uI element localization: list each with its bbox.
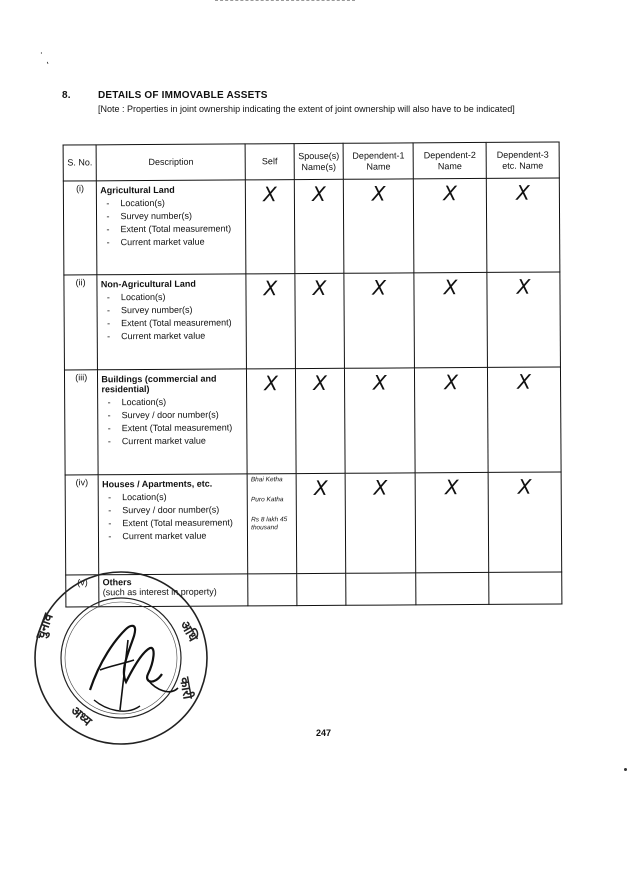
table-row	[64, 367, 561, 474]
row-description	[97, 180, 246, 275]
cross-mark-dependent-2: X	[443, 275, 458, 300]
row-title: Non-Agricultural Land	[100, 278, 196, 290]
header-spouse: Spouse(s) Name(s)	[294, 143, 344, 179]
svg-text:अध्य: अध्य	[67, 703, 95, 730]
header-dependent-1: Dependent-1 Name	[343, 143, 413, 179]
cross-mark-dependent-1: X	[373, 475, 388, 500]
row-title: Agricultural Land	[100, 184, 175, 196]
cross-mark-dependent-1: X	[371, 181, 386, 206]
section-title: DETAILS OF IMMOVABLE ASSETS	[98, 90, 268, 101]
header-dependent-3: Dependent-3 etc. Name	[486, 142, 559, 179]
header-description: Description	[96, 144, 245, 181]
header-self: Self	[245, 144, 294, 180]
table-row	[65, 472, 562, 575]
row-description	[98, 474, 247, 575]
list-item: - Extent (Total measurement)	[107, 318, 243, 329]
row-sno: (iv)	[65, 474, 99, 574]
scan-speck	[624, 768, 627, 771]
row-title: Buildings (commercial and residential)	[101, 374, 217, 395]
handwritten-note: Rs 8 lakh 45 thousand	[251, 515, 288, 532]
cross-mark-spouse: X	[313, 475, 328, 500]
header-sno: S. No.	[63, 145, 97, 181]
list-item: - Survey number(s)	[107, 305, 243, 316]
list-item: - Current market value	[108, 436, 244, 447]
cross-mark-self: X	[262, 182, 277, 207]
cross-mark-dependent-2: X	[443, 181, 457, 206]
section-heading	[62, 90, 268, 101]
cross-mark-dependent-3: X	[516, 180, 530, 205]
row-title: Houses / Apartments, etc.	[102, 478, 213, 489]
cross-mark-spouse: X	[313, 371, 328, 396]
table-row	[64, 272, 561, 370]
svg-text:कारी: कारी	[176, 676, 195, 701]
cross-mark-self: X	[263, 276, 278, 301]
scan-speck: ˙ ͅ	[40, 50, 48, 64]
immovable-assets-table	[63, 141, 563, 607]
row-sno: (v)	[66, 575, 100, 607]
cross-mark-dependent-1: X	[372, 275, 387, 300]
cross-mark-dependent-1: X	[372, 371, 387, 396]
cross-mark-spouse: X	[312, 181, 326, 207]
section-note: [Note : Properties in joint ownership indicating the extent of joint ownership will also have to be indicated]	[98, 104, 515, 114]
row-sno: (i)	[63, 181, 97, 275]
self-handwritten-notes	[247, 473, 296, 573]
list-item: - Current market value	[108, 530, 244, 541]
row-sno: (ii)	[64, 275, 98, 370]
row-title: Others	[102, 576, 132, 588]
svg-text:अधि: अधि	[176, 618, 201, 645]
list-item: - Location(s)	[108, 397, 244, 408]
row-title-suffix: (such as interest in property)	[102, 586, 217, 598]
handwritten-note: Puro Katha	[250, 495, 284, 504]
row-sno: (iii)	[64, 370, 98, 474]
official-seal-icon	[30, 570, 212, 745]
list-item: - Survey / door number(s)	[108, 410, 244, 421]
section-number: 8.	[62, 90, 71, 101]
page-number: 247	[316, 728, 332, 738]
row-description	[97, 274, 246, 370]
handwritten-note: Bhai Ketha	[250, 475, 283, 484]
cross-mark-dependent-3: X	[517, 474, 532, 499]
list-item: - Current market value	[107, 331, 243, 342]
table-header-row	[63, 142, 559, 181]
list-item: - Location(s)	[108, 491, 244, 502]
top-scan-line	[215, 0, 355, 1]
row-description	[98, 369, 247, 474]
cross-mark-dependent-3: X	[517, 370, 532, 395]
list-item: - Extent (Total measurement)	[108, 517, 244, 528]
list-item: - Location(s)	[107, 292, 243, 303]
list-item: - Survey / door number(s)	[108, 504, 244, 515]
cross-mark-self: X	[264, 371, 278, 396]
table-row	[63, 178, 560, 275]
list-item: - Extent (Total measurement)	[108, 423, 244, 434]
list-item: - Current market value	[107, 236, 243, 247]
svg-text:चुनाव: चुनाव	[33, 611, 57, 642]
cross-mark-dependent-2: X	[444, 474, 459, 499]
list-item: - Survey number(s)	[106, 210, 242, 221]
cross-mark-dependent-3: X	[516, 274, 531, 300]
list-item: - Location(s)	[106, 197, 242, 208]
cross-mark-spouse: X	[312, 276, 327, 301]
list-item: - Extent (Total measurement)	[106, 223, 242, 234]
cross-mark-dependent-2: X	[444, 370, 459, 395]
header-dependent-2: Dependent-2 Name	[413, 142, 486, 179]
